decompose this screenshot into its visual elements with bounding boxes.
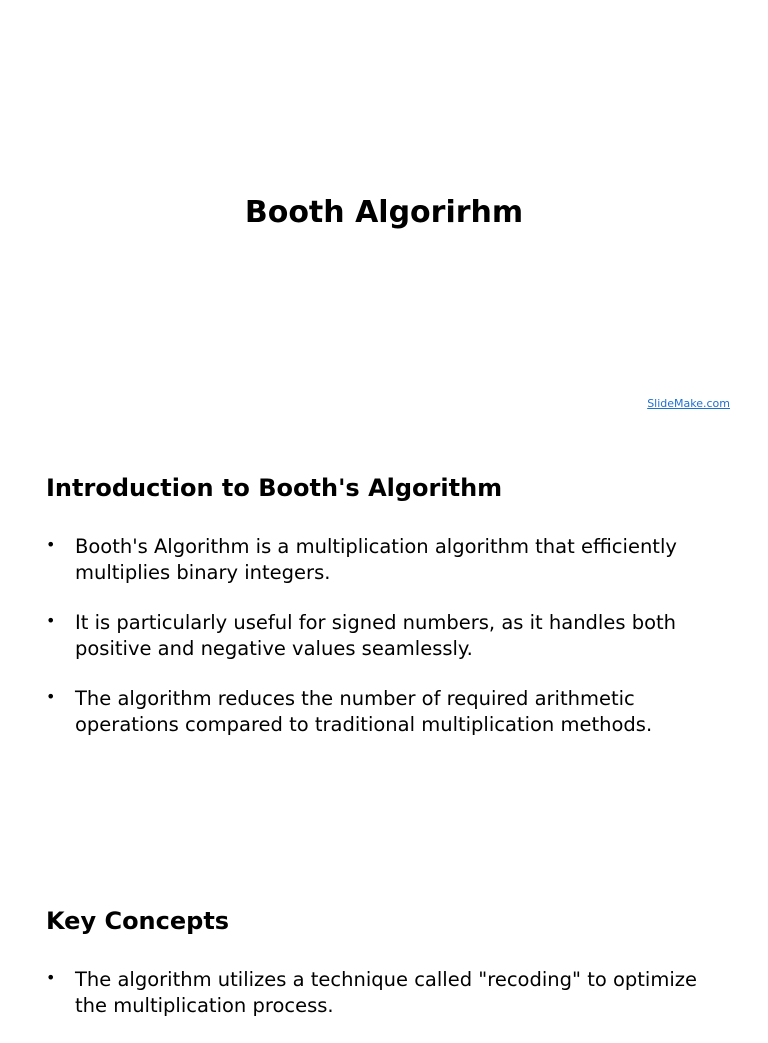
bullet-icon: • [46,968,56,987]
slide-title: Booth Algorirhm [244,195,524,230]
bullet-text: The algorithm reduces the number of required arithmetic operations compared to traditional multiplication methods. [75,687,653,736]
bullet-text: It is particularly useful for signed numbers, as it handles both positive and negative values seamlessly. [75,611,677,660]
list-item [46,686,726,738]
list-item [46,610,726,662]
section-heading-introduction: Introduction to Booth's Algorithm [46,474,503,502]
bullet-icon: • [46,535,56,554]
key-concepts-bullet-list [46,967,726,1043]
list-item [46,967,726,1019]
bullet-text: The algorithm utilizes a technique called "recoding" to optimize the multiplication process. [75,968,697,1017]
slidemake-link[interactable]: SlideMake.com [647,397,730,410]
introduction-bullet-list [46,534,726,762]
list-item [46,534,726,586]
bullet-text: Booth's Algorithm is a multiplication algorithm that efficiently multiplies binary integers. [75,535,677,584]
section-heading-key-concepts: Key Concepts [46,907,230,935]
bullet-icon: • [46,687,56,706]
bullet-icon: • [46,611,56,630]
